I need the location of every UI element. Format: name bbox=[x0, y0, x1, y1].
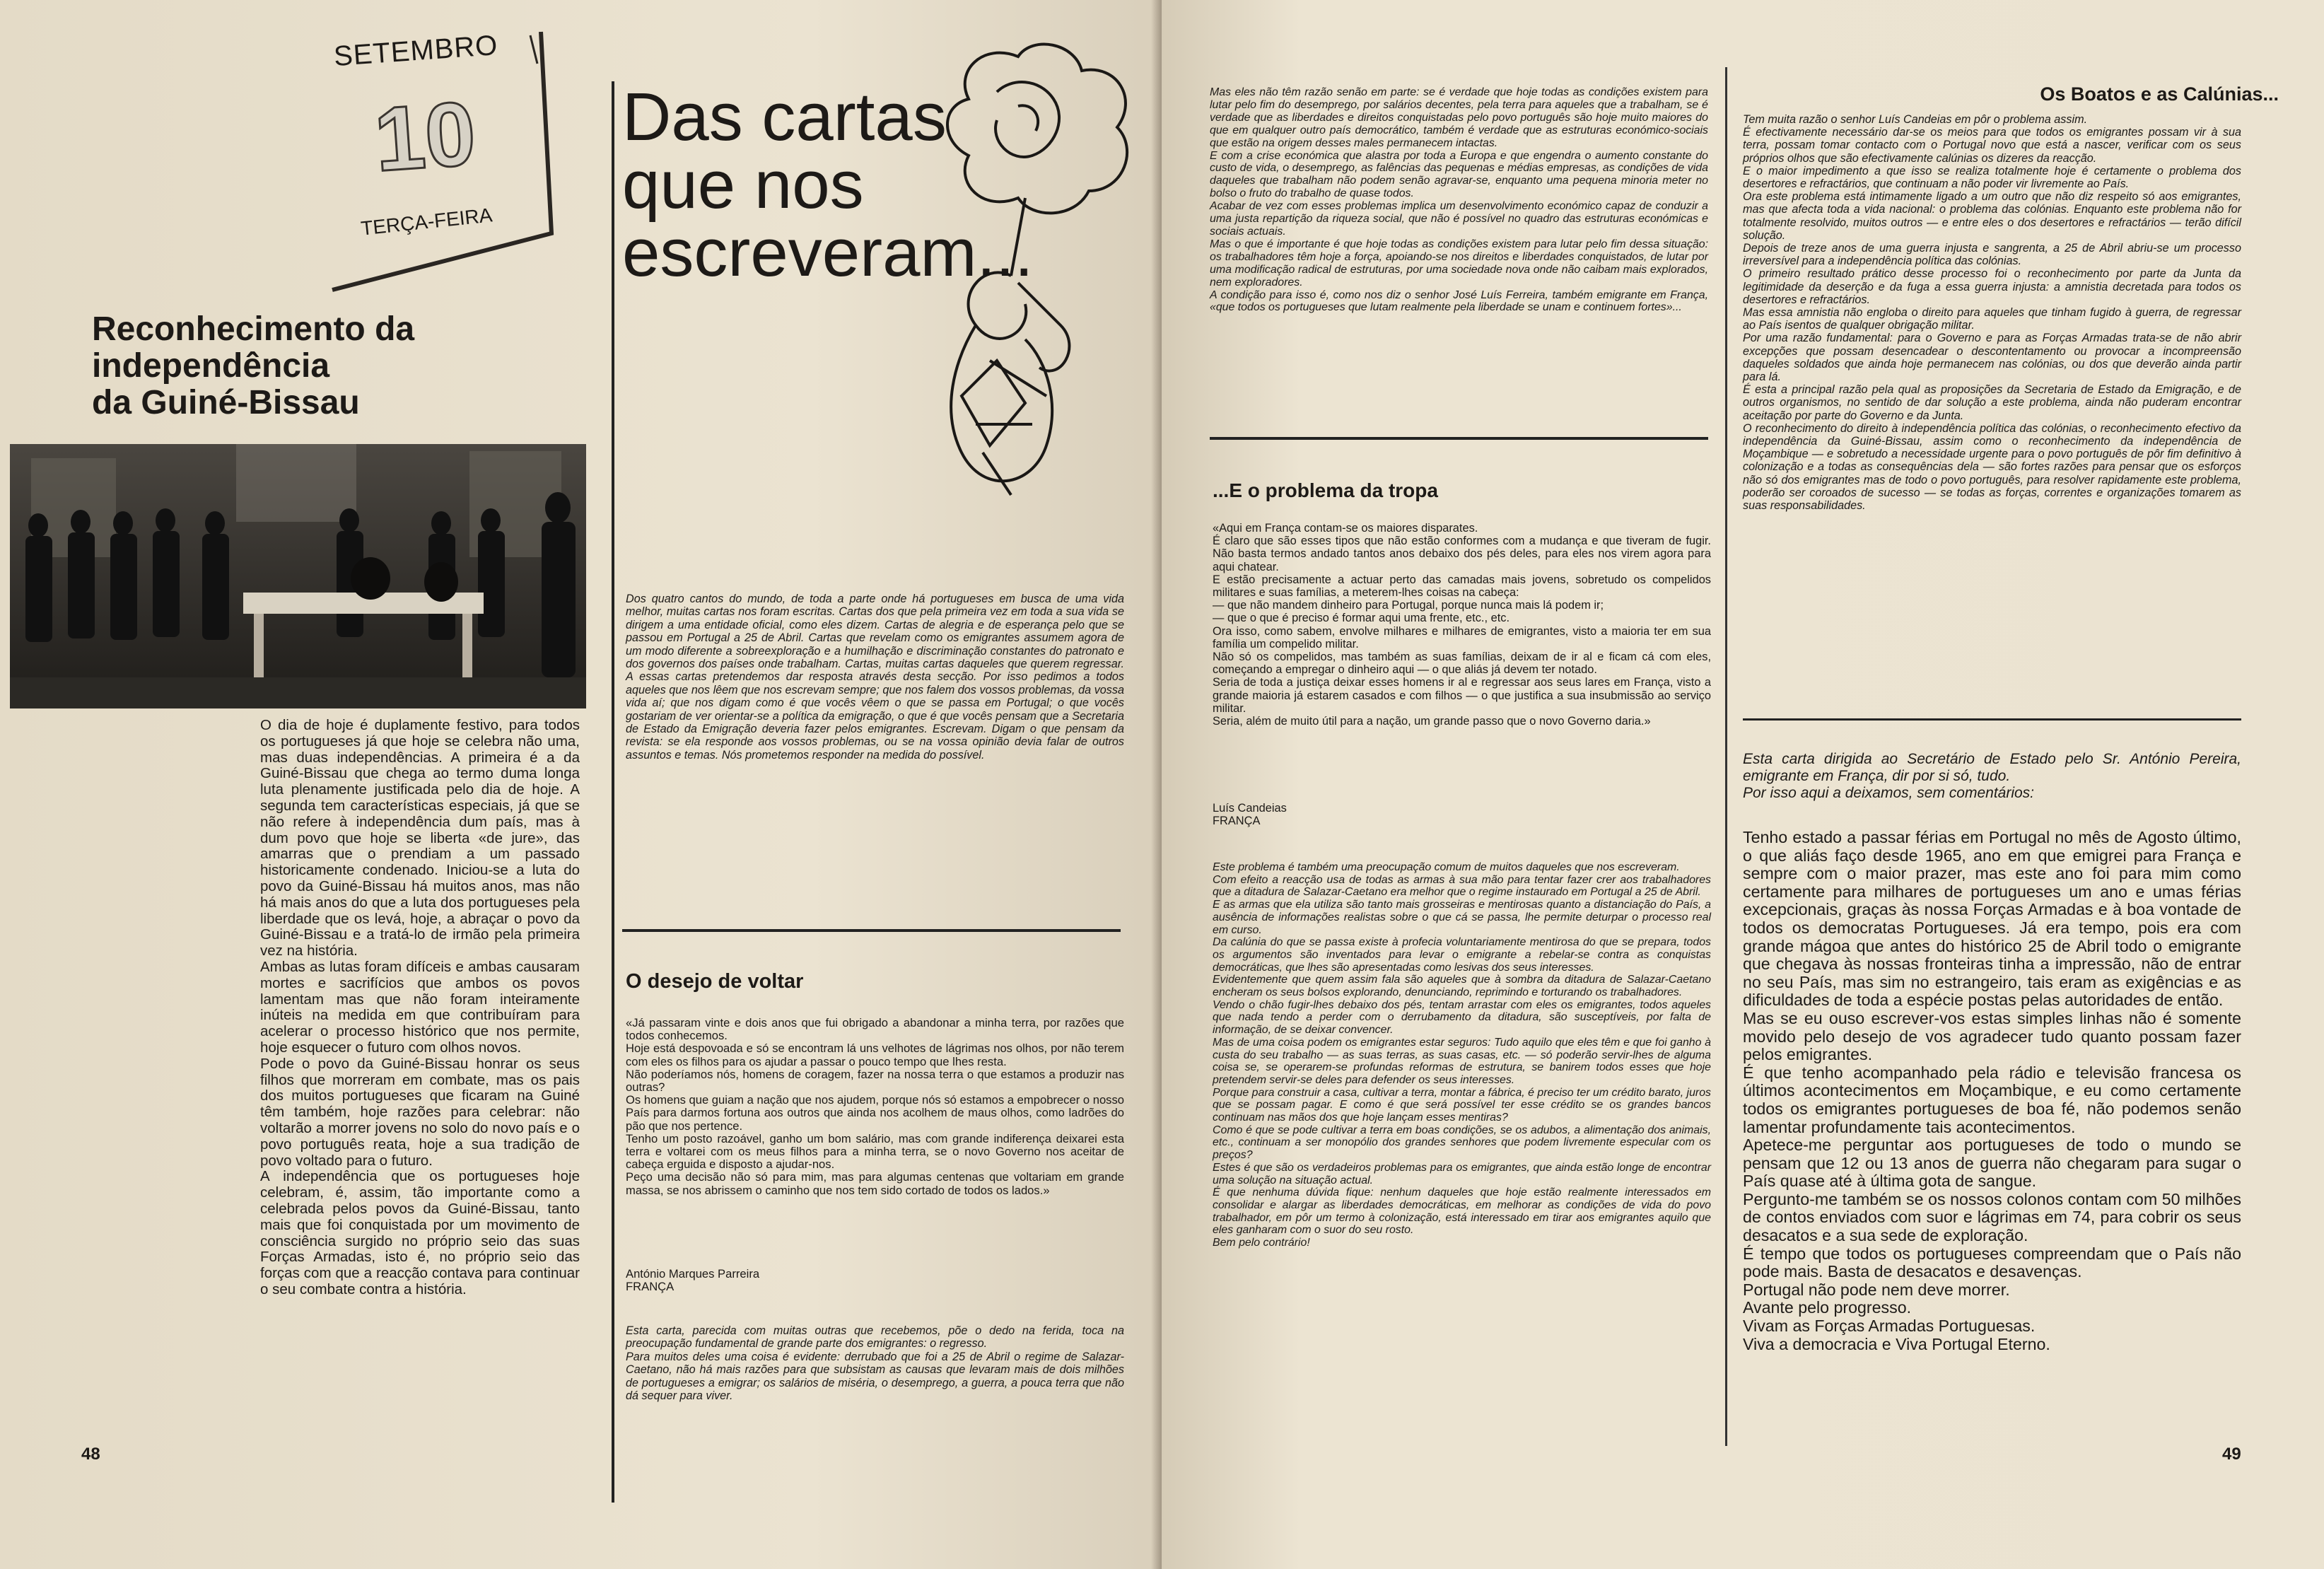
center-letter-signature: António Marques Parreira FRANÇA bbox=[626, 1267, 760, 1294]
center-title: Das cartas que nos escreveram... bbox=[622, 79, 1034, 291]
page-number-left: 48 bbox=[81, 1445, 100, 1464]
left-article-body: O dia de hoje é duplamente festivo, para todos os portugueses já que hoje se celebra não uma, mas duas independências. A primeira é a da Guiné-Bissau que chega ao termo duma longa luta plenamente justificada pelo dia de hoje. A segunda tem características especiais, já que se não refere à independência dum país, mas à dum povo que hoje se liberta «de jure», das amarras que o prendiam a um passado historicamente condenado. Iniciou-se a luta do povo da Guiné-Bissau há muitos anos, mas não há mais anos do que a luta dos portugueses pela liberdade que os levá, hoje, a abraçar o povo da Guiné-Bissau e a tratá-lo de irmão pela primeira vez na história. Ambas as lutas foram difíceis e ambas causaram mortes e sacrifícios que ambos os povos lamentam mas que não foram inteiramente inúteis na medida em que contribuíram para acelerar o processo histórico que nos permite, hoje esquecer o futuro com olhos novos. Pode o povo da Guiné-Bissau honrar os seus filhos que morreram em combate, mas os pais dos muitos portugueses que ficaram na Guiné têm também, hoje razões para celebrar: não voltarão a morrer jovens no solo do novo país e o povo português reata, hoje a sua tradição de povo voltado para o futuro. A independência que os portugueses hoje celebram, é, assim, tão importante como a celebrada pelos povos da Guiné-Bissau, tanto mais que foi conquistada por um movimento de consciência surgido no próprio seio das suas Forças Armadas, isto é, no próprio seio das forças com que a reacção contava para continuar o seu combate contra a história. bbox=[260, 717, 580, 1297]
center-rule-1 bbox=[622, 929, 1121, 932]
date-day-number: 10 bbox=[371, 83, 479, 191]
carnation-illustration bbox=[912, 28, 1152, 537]
right-column-divider bbox=[1725, 67, 1727, 1446]
left-article-title: Reconhecimento da independência da Guiné-Bissau bbox=[92, 310, 415, 421]
right-col1-letter-signature: Luís Candeias FRANÇA bbox=[1213, 802, 1287, 828]
section-title-tropa: ...E o problema da tropa bbox=[1213, 479, 1438, 501]
right-page bbox=[1162, 0, 2324, 1569]
right-col1-rule bbox=[1210, 437, 1708, 440]
right-col2-letter: Tenho estado a passar férias em Portugal no mês de Agosto último, o que aliás faço desde 1965, ano em que emigrei para França e sempre com o maior prazer, mas este ano foi para mim como certamente para milhares de portugueses um ano e umas férias excepcionais, graças às nossa Forças Armadas e à boa vontade de todos os democratas Portugueses. Já era tempo, pois era com grande mágoa que antes do histórico 25 de Abril todo o emigrante que chegava às nossas fronteiras tinha a impressão, não de entrar no seu País, mas sim no estrangeiro, tais eram as exigências e as dificuldades de toda a espécie postas pelas autoridades de então. Mas se eu ouso escrever-vos estas simples linhas não é somente movido pelo desejo de vos agradecer tudo quanto possam fazer pelos emigrantes. É que tenho acompanhado pela rádio e televisão francesa os últimos acontecimentos em Moçambique, e eu como certamente todos os emigrantes portugueses de boa fé, não podemos senão lamentar profundamente tais acontecimentos. Apetece-me perguntar aos portugueses de todo o mundo se pensam que 12 ou 13 anos de guerra não chegaram para sugar o País quase até à última gota de sangue. Pergunto-me também se os nossos colonos contam com 50 milhões de contos enviados com suor e lágrimas em 74, para cobrir os seus desacatos e a sua sede de exploração. É tempo que todos os portugueses compreendam que o País não pode mais. Basta de desacatos e desavenças. Portugal não pode nem deve morrer. Avante pelo progresso. Vivam as Forças Armadas Portuguesas. Viva a democracia e Viva Portugal Eterno. bbox=[1743, 828, 2241, 1353]
right-col1-letter: «Aqui em França contam-se os maiores disparates. É claro que são esses tipos que não estão conformes com a mudança e que tiveram de fugir. Não basta termos andado tantos anos debaixo dos pés deles, para eles nos virem agora para aqui chatear. E estão precisamente a actuar perto das camadas mais jovens, sobretudo os compelidos militares e suas famílias, a meterem-lhes coisas na cabeça: — que não mandem dinheiro para Portugal, porque nunca mais lá podem ir; — que o que é preciso é formar aqui uma frente, etc., etc. Ora isso, como sabem, envolve milhares e milhares de emigrantes, visto a maioria ter em sua família um compelido militar. Não só os compelidos, mas também as suas famílias, deixam de ir al e ficam cá com eles, começando a empregar o dinheiro aqui — o que aliás já devem ter notado. Seria de toda a justiça deixar esses homens ir al e regressar aos seus lares em França, visto a grande maioria já estarem casados e com filhos — o que justifica a sua insubmissão ao serviço militar. Seria, além de muito útil para a nação, um grande passo que o novo Governo daria.» bbox=[1213, 522, 1711, 728]
date-weekday: TERÇA-FEIRA bbox=[359, 204, 494, 240]
date-stamp bbox=[318, 21, 559, 304]
right-col2-rule bbox=[1743, 718, 2241, 721]
center-comment: Esta carta, parecida com muitas outras que recebemos, põe o dedo na ferida, toca na preocupação fundamental de grande parte dos emigrantes: o regresso. Para muitos deles uma coisa é evidente: derrubado que foi a 25 de Abril o regime de Salazar-Caetano, não há mais razões para que subsistam as causas que levaram mais de dois milhões de portugueses a emigrar; os salários de miséria, o desemprego, a guerra, a pouca terra que não dá sequer para viver. bbox=[626, 1324, 1124, 1403]
right-col2-body: Tem muita razão o senhor Luís Candeias em pôr o problema assim. É efectivamente necessário dar-se os meios para que todos os emigrantes possam vir à sua terra, possam tomar contacto com o Portugal novo que está a nascer, verificar com os seus próprios olhos que são efectivamente calúnias os dizeres da reacção. E o maior impedimento a que isso se realiza totalmente hoje é certamente o problema dos desertores e refractários, que continuam a não poder vir livremente ao País. Ora este problema está intimamente ligado a um outro que não diz respeito só aos emigrantes, mas que afecta toda a vida nacional: o problema das colónias. Enquanto este problema não for totalmente resolvido, muitos outros — e entre eles o dos desertores e refractários — terão difícil solução. Depois de treze anos de uma guerra injusta e sangrenta, a 25 de Abril abriu-se um processo irreversível para a independência política das colónias. O primeiro resultado prático desse processo foi o reconhecimento por parte da Junta da legitimidade da deserção e da fuga a essa guerra injusta: a amnistia decretada para todos os desertores e refractários. Mas essa amnistia não engloba o direito para aqueles que tinham fugido à guerra, de regressar ao País isentos de qualquer obrigação militar. Por uma razão fundamental: para o Governo e para as Forças Armadas trata-se de não abrir excepções que possam desencadear o descontentamento ou provocar a incompreensão daqueles soldados que ainda hoje permanecem nas colónias, ou dos que deverão ainda partir para lá. É esta a principal razão pela qual as proposições da Secretaria de Estado da Emigração, e de outros organismos, no sentido de dar solução a este problema, ainda não puderam encontrar aceitação por parte do Governo e da Junta. O reconhecimento do direito à independência política das colónias, o reconhecimento efectivo da independência da Guiné-Bissau, assim como o reconhecimento da independência de Moçambique — e sobretudo a necessidade urgente para o povo português de pôr fim definitivo à colonização e a todas as consequências dela — são fortes razões para pensar que os esforços não só dos emigrantes mas de todo o povo português, para resolver rapidamente este problema, poderão ser coroados de sucesso — se todas as forças, correntes e organizações tomarem as suas responsabilidades. bbox=[1743, 113, 2241, 513]
ceremony-photo-image bbox=[10, 444, 586, 708]
section-title-boatos: Os Boatos e as Calúnias... bbox=[2040, 83, 2279, 105]
right-col2-intro: Esta carta dirigida ao Secretário de Estado pelo Sr. António Pereira, emigrante em França, dir por si só, tudo. Por isso aqui a deixamos, sem comentários: bbox=[1743, 751, 2241, 801]
center-letter: «Já passaram vinte e dois anos que fui obrigado a abandonar a minha terra, por razões que todos conhecemos. Hoje está despovoada e só se encontram lá uns velhotes de lágrimas nos olhos, por não terem com eles os filhos para os ajudar a passar o pouco tempo que lhes resta. Não poderíamos nós, homens de coragem, fazer na nossa terra o que estamos a produzir nas outras? Os homens que guiam a nação que nos ajudem, porque nós só estamos a empobrecer o nosso País para darmos fortuna aos outros que ainda nos acolhem de maus olhos, como ladrões do pão que nos pertence. Tenho um posto razoável, ganho um bom salário, mas com grande indiferença deixarei esta terra e voltarei com os meus filhos para a minha terra, se o novo Governo nos aceitar de cabeça erguida e disposto a ajudar-nos. Peço uma decisão não só para mim, mas para algumas centenas que voltariam em grande massa, se nos abrissem o caminho que nos tem sido cortado de todos os lados.» bbox=[626, 1016, 1124, 1197]
ceremony-photo bbox=[10, 444, 586, 708]
right-col1-comment: Este problema é também uma preocupação comum de muitos daqueles que nos escreveram. Com efeito a reacção usa de todas as armas à sua mão para tentar fazer crer aos trabalhadores que a ditadura de Salazar-Caetano era melhor que o regime instaurado em Portugal a 25 de Abril. E as armas que ela utiliza são tanto mais grosseiras e mentirosas quanto a distanciação do País, a ausência de informações realistas sobre o que cá se passa, lhe permite deturpar o processo real em curso. Da calúnia do que se passa existe à profecia voluntariamente mentirosa do que se prepara, todos os argumentos são inventados para levar o emigrante a rebelar-se contra as conquistas democráticas, que lhes são apresentadas como lesivas dos seus interesses. Evidentemente que quem assim fala são aqueles que à sombra da ditadura de Salazar-Caetano encheram os seus bolsos explorando, denunciando, reprimindo e torturando os trabalhadores. Vendo o chão fugir-lhes debaixo dos pés, tentam arrastar com eles os emigrantes, todos aqueles que nada tendo a perder com o derrubamento da ditadura, são susceptíveis, por falta de informação, de se deixar convencer. Mas de uma coisa podem os emigrantes estar seguros: Tudo aquilo que eles têm e que foi ganho à custa do seu trabalho — as suas terras, as suas casas, etc. — só poderão servir-lhes de alguma coisa se, se operarem-se profundas reformas de estrutura, se banirem todos esses que hoje pretendem servir-se deles para defender os seus interesses. Porque para construir a casa, cultivar a terra, montar a fábrica, é preciso ter um crédito barato, juros que se possam pagar. E como é que será possível ter esse crédito se os grandes bancos continuam nas mãos dos que hoje lançam esses mentiras? Como é que se pode cultivar a terra em boas condições, se os adubos, a alimentação dos animais, etc., continuam a ser monopólio dos grandes senhores que podem livremente especular com os preços? Estes é que são os verdadeiros problemas para os emigrantes, que ainda estão longe de encontrar uma solução na situação actual. É que nenhuma dúvida fique: nenhum daqueles que hoje estão realmente interessados em consolidar e alargar as liberdades democráticas, em melhorar as condições de vida do povo trabalhador, em pôr um termo à colonização, está interessado em tirar aos emigrantes aquilo que eles ganharam com o suor do seu rosto. Bem pelo contrário! bbox=[1213, 861, 1711, 1249]
center-divider bbox=[612, 81, 614, 1503]
section-title-desejo: O desejo de voltar bbox=[626, 970, 804, 993]
page-number-right: 49 bbox=[2222, 1445, 2241, 1464]
center-intro: Dos quatro cantos do mundo, de toda a parte onde há portugueses em busca de uma vida melhor, muitas cartas nos foram escritas. Cartas dos que pela primeira vez em toda a sua vida se dirigem a uma entidade oficial, como eles dizem. Cartas de alegria e de esperança pelo que se passou em Portugal a 25 de Abril. Cartas que revelam como os emigrantes assumem agora de um modo diferente a sobreexploração e a humilhação e discriminação constantes do patronato e dos governos dos países onde trabalham. Cartas, muitas cartas daqueles que querem regressar. A essas cartas pretendemos dar resposta através desta secção. Por isso pedimos a todos aqueles que nos lêem que nos escrevam sempre; que nos falem dos vossos problemas, da vossa vida aí; que nos digam como é que vocês vêem o que se passa em Portugal; o que vocês gostariam de ver orientar-se a política da emigração, o que é que vocês pensam que a Secretaria de Estado da Emigração deveria fazer pelos emigrantes. Escrevam. Digam o que pensam da revista: se ela responde aos vossos problemas, ou se na vossa opinião devia falar de outros assuntos e temas. Nós prometemos responder na medida do possível. bbox=[626, 593, 1124, 762]
right-col1-top: Mas eles não têm razão senão em parte: se é verdade que hoje todas as condições existem para lutar pelo fim do desemprego, por salários decentes, pela terra para aqueles que a trabalham, se é verdade que as liberdades e direitos conquistadas pelo povo português são hoje muito maiores do que em qualquer outro país democrático, também é verdade que as estruturas económico-sociais que estão na origem desses males permanecem intactas. E com a crise económica que alastra por toda a Europa e que engendra o aumento constante do custo de vida, o desemprego, as falências das pequenas e médias empresas, as condições de vida daqueles que trabalham não podem senão agravar-se, enquanto uma pequena minoria meter no bolso o fruto do trabalho de quase todos. Acabar de vez com esses problemas implica um desenvolvimento económico capaz de conduzir a uma justa repartição da riqueza social, que não é possível no quadro das estruturas económicas e sociais actuais. Mas o que é importante é que hoje todas as condições existem para lutar pelo fim dessa situação: os trabalhadores têm hoje a força, apoiando-se nos direitos e liberdades conquistados, de lutar por uma modificação radical de estruturas, por uma sociedade nova onde não caibam mais explorados, nem exploradores. A condição para isso é, como nos diz o senhor José Luís Ferreira, também emigrante em França, «que todos os portugueses que lutam realmente pela liberdade se unam e continuem fortes»... bbox=[1210, 86, 1708, 314]
date-month: SETEMBRO bbox=[332, 29, 499, 73]
